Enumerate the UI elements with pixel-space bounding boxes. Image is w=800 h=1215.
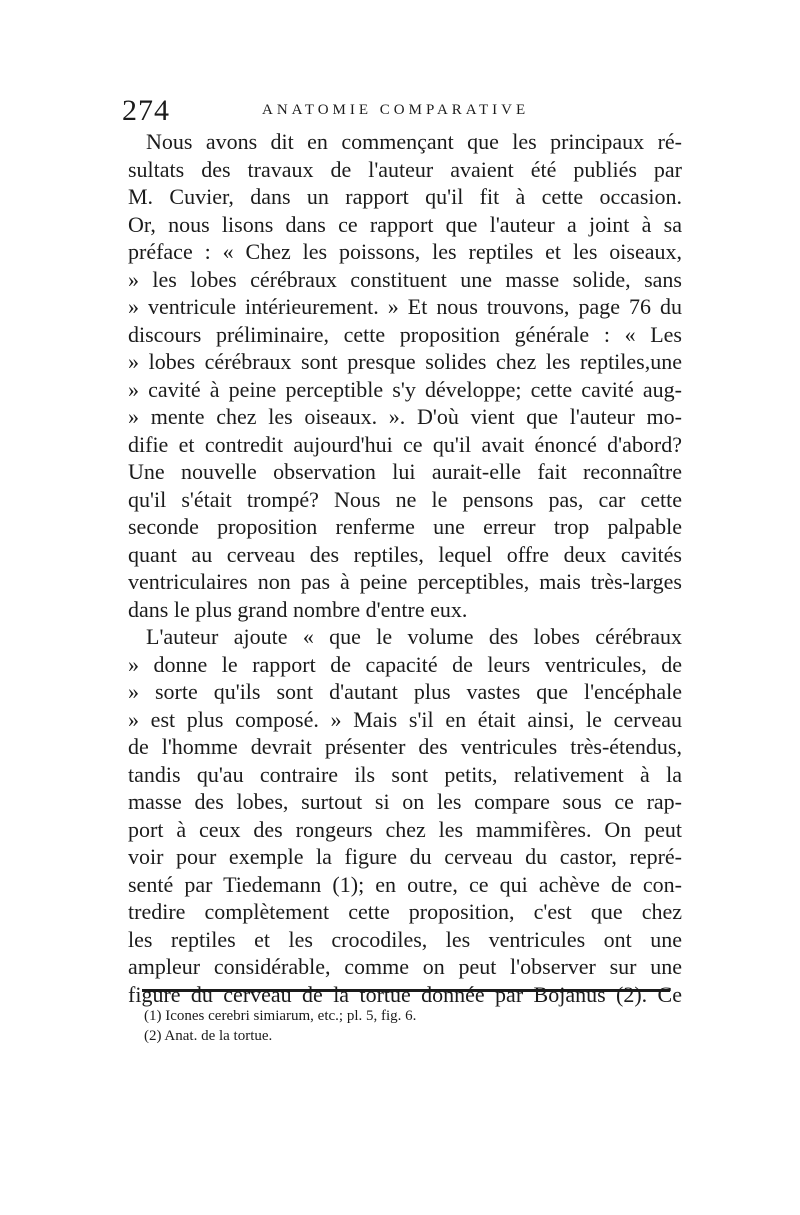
- text-line: Une nouvelle observation lui aurait-elle fait reconnaître: [128, 459, 682, 484]
- text-line: discours préliminaire, cette proposition générale : « Les: [128, 321, 682, 347]
- footnote-1: (1) Icones cerebri simiarum, etc.; pl. 5, fig. 6.: [144, 1008, 417, 1024]
- text-line: » les lobes cérébraux constituent une masse solide, sans: [128, 266, 682, 292]
- text-line: » ventricule intérieurement. » Et nous trouvons, page 76 du: [128, 294, 682, 319]
- text-line: senté par Tiedemann (1); en outre, ce qui achève de con-: [128, 871, 682, 897]
- text-line: seconde proposition renferme une erreur trop palpable: [128, 514, 682, 539]
- text-line: » cavité à peine perceptible s'y développe; cette cavité aug-: [128, 376, 682, 402]
- footnote-2: (2) Anat. de la tortue.: [144, 1028, 273, 1044]
- text-line: Or, nous lisons dans ce rapport que l'auteur a joint à sa: [128, 211, 682, 237]
- text-line: quant au cerveau des reptiles, lequel offre deux cavités: [128, 541, 682, 567]
- page-header: [122, 96, 682, 132]
- text-line: figure du cerveau de la tortue donnée par Bojanus (2). Ce: [128, 981, 682, 1007]
- text-line: » mente chez les oiseaux. ». D'où vient que l'auteur mo-: [128, 404, 682, 429]
- running-title: ANATOMIE COMPARATIVE: [262, 102, 530, 118]
- text-line: » lobes cérébraux sont presque solides chez les reptiles,une: [128, 349, 682, 374]
- page-number: 274: [122, 94, 170, 127]
- text-line: voir pour exemple la figure du cerveau du castor, repré-: [128, 844, 682, 869]
- text-line: port à ceux des rongeurs chez les mammifères. On peut: [128, 816, 682, 842]
- text-line: qu'il s'était trompé? Nous ne le pensons pas, car cette: [128, 486, 682, 512]
- text-line: tandis qu'au contraire ils sont petits, relativement à la: [128, 761, 682, 787]
- paragraph-2: [128, 623, 682, 1008]
- text-line: tredire complètement cette proposition, c'est que chez: [128, 899, 682, 924]
- text-line: les reptiles et les crocodiles, les ventricules ont une: [128, 926, 682, 952]
- text-line: Nous avons dit en commençant que les principaux ré-: [146, 129, 682, 154]
- text-line: de l'homme devrait présenter des ventricules très-étendus,: [128, 734, 682, 759]
- text-line: difie et contredit aujourd'hui ce qu'il avait énoncé d'abord?: [128, 431, 682, 457]
- text-line: sultats des travaux de l'auteur avaient été publiés par: [128, 156, 682, 182]
- text-line: ventriculaires non pas à peine perceptibles, mais très-larges: [128, 569, 682, 594]
- text-line: préface : « Chez les poissons, les reptiles et les oiseaux,: [128, 239, 682, 264]
- text-line: » donne le rapport de capacité de leurs ventricules, de: [128, 651, 682, 677]
- paragraph-1: [128, 128, 682, 623]
- text-line: M. Cuvier, dans un rapport qu'il fit à cette occasion.: [128, 184, 682, 209]
- footnotes: [144, 1006, 664, 1046]
- body-text: [128, 128, 682, 1008]
- text-line: L'auteur ajoute « que le volume des lobes cérébraux: [146, 624, 682, 649]
- text-line: ampleur considérable, comme on peut l'observer sur une: [128, 954, 682, 979]
- footnote-rule: [142, 989, 670, 992]
- text-line: » sorte qu'ils sont d'autant plus vastes que l'encéphale: [128, 679, 682, 704]
- text-line: dans le plus grand nombre d'entre eux.: [128, 596, 468, 622]
- text-line: masse des lobes, surtout si on les compare sous ce rap-: [128, 789, 682, 814]
- text-line: » est plus composé. » Mais s'il en était ainsi, le cerveau: [128, 706, 682, 732]
